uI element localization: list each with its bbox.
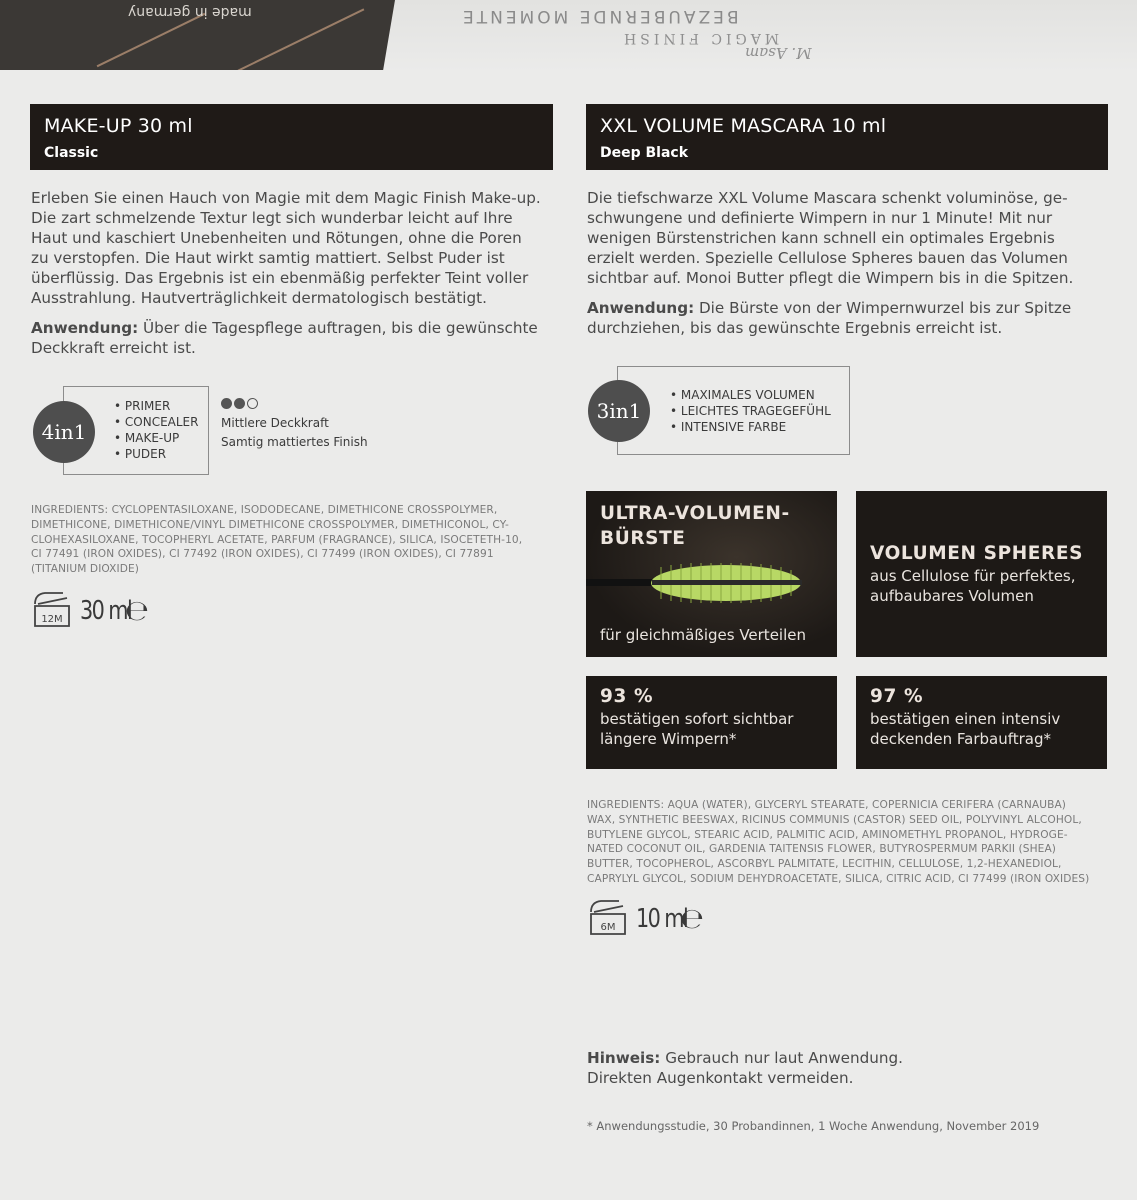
gold-line xyxy=(97,13,206,67)
safety-note: Hinweis: Gebrauch nur laut Anwendung. Direkten Augenkontakt vermeiden. xyxy=(587,1049,903,1087)
tagline: BEZAUBERNDE MOMENTE xyxy=(460,6,739,26)
badge-4in1: 4in1 xyxy=(33,401,95,463)
makeup-title: MAKE-UP 30 ml xyxy=(44,115,193,137)
coverage-dot-empty xyxy=(247,398,258,409)
mascara-shade: Deep Black xyxy=(600,145,689,161)
spheres-text: aus Cellulose für perfektes, aufbaubares Volumen xyxy=(870,567,1076,605)
svg-text:12M: 12M xyxy=(41,614,63,625)
mascara-header xyxy=(586,104,1108,170)
estimated-sign-icon: ℮ xyxy=(125,594,149,627)
badge-3in1: 3in1 xyxy=(588,380,650,442)
mascara-title: XXL VOLUME MASCARA 10 ml xyxy=(600,115,887,137)
usage-label: Anwendung: xyxy=(31,319,139,337)
mascara-features: • MAXIMALES VOLUMEN • LEICHTES TRAGEGEFÜHL • INTENSIVE FARBE xyxy=(670,388,831,434)
usage-label: Anwendung: xyxy=(587,299,695,317)
spheres-title: VOLUMEN SPHERES xyxy=(870,543,1084,564)
brush-title: ULTRA-VOLUMEN- BÜRSTE xyxy=(600,503,790,549)
stat-97-value: 97 % xyxy=(870,686,924,707)
mascara-usage: Anwendung: Die Bürste von der Wimpernwurzel bis zur Spitze durchziehen, bis das gewünschte Ergebnis erreicht ist. xyxy=(587,299,1072,337)
pao-jar-icon xyxy=(587,898,629,942)
makeup-header xyxy=(30,104,553,170)
mascara-brush-icon xyxy=(586,553,837,613)
coverage-dot-filled xyxy=(234,398,245,409)
stat-97-text: bestätigen einen intensiv deckenden Farbauftrag* xyxy=(870,710,1061,748)
makeup-features: • PRIMER • CONCEALER • MAKE-UP • PUDER xyxy=(114,399,199,461)
made-in-label: made in germany xyxy=(128,4,252,20)
tile-stat-97 xyxy=(856,676,1107,769)
mascara-volume: 10 ml xyxy=(636,904,688,934)
makeup-description: Erleben Sie einen Hauch von Magie mit dem Magic Finish Make-up. Die zart schmelzende Textur legt sich wunderbar leicht auf Ihre Haut und kaschiert Unebenheiten und Rötungen, ohne die Poren zu verstopfen. Die Haut wirkt samtig mattiert. Selbst Puder ist überflüssig. Das Ergebnis ist ein ebenmäßig perfekter Teint voller Ausstrahlung. Hautverträglichkeit dermatologisch bestätigt. xyxy=(31,189,541,307)
top-flap xyxy=(0,0,1137,72)
estimated-sign-icon: ℮ xyxy=(680,902,704,935)
gold-line xyxy=(238,8,365,71)
tile-stat-93 xyxy=(586,676,837,769)
tile-ultra-volume-brush xyxy=(586,491,837,657)
makeup-volume: 30 ml xyxy=(80,596,132,626)
makeup-shade: Classic xyxy=(44,145,99,161)
mascara-description: Die tiefschwarze XXL Volume Mascara schenkt voluminöse, ge- schwungene und definierte Wimpern in nur 1 Minute! Mit nur wenigen Bürstenstrichen kann schnell ein optimales Ergebnis erzielt werden. Spezielle Cellulose Spheres bauen das Volumen sichtbar auf. Monoi Butter pflegt die Wimpern bis in die Spitzen. xyxy=(587,189,1074,287)
coverage-info: Mittlere Deckkraft Samtig mattiertes Finish xyxy=(221,416,368,449)
pao-jar-icon xyxy=(31,590,73,634)
stat-93-value: 93 % xyxy=(600,686,654,707)
brush-caption: für gleichmäßiges Verteilen xyxy=(600,626,806,644)
mascara-ingredients: INGREDIENTS: AQUA (WATER), GLYCERYL STEARATE, COPERNICIA CERIFERA (CARNAUBA) WAX, SYNTHETIC BEESWAX, RICINUS COMMUNIS (CASTOR) SEED OIL, POLYVINYL ALCOHOL, BUTYLENE GLYCOL, STEARIC ACID, PALMITIC ACID, AMINOMETHYL PROPANOL, HYDROGE- NATED COCONUT OIL, GARDENIA TAITENSIS FLOWER, BUTYROSPERMUM PARKII (SHEA) BUTTER, TOCOPHEROL, ASCORBYL PALMITATE, LECITHIN, CELLULOSE, 1,2-HEXANEDIOL, CAPRYLYL GLYCOL, SODIUM DEHYDROACETATE, SILICA, CITRIC ACID, CI 77499 (IRON OXIDES) xyxy=(587,799,1090,885)
makeup-ingredients: INGREDIENTS: CYCLOPENTASILOXANE, ISODODECANE, DIMETHICONE CROSSPOLYMER, DIMETHICONE, DIMETHICONE/VINYL DIMETHICONE CROSSPOLYMER, DIMETHICONOL, CY- CLOHEXASILOXANE, TOCOPHERYL ACETATE, PARFUM (FRAGRANCE), SILICA, ISOCETETH-10, CI 77491 (IRON OXIDES), CI 77492 (IRON OXIDES), CI 77499 (IRON OXIDES), CI 77891 (TITANIUM DIOXIDE) xyxy=(31,504,523,576)
makeup-usage: Anwendung: Über die Tagespflege auftragen, bis die gewünschte Deckkraft erreicht ist. xyxy=(31,319,538,357)
product-line: MAGIC FINISH xyxy=(620,30,780,46)
tile-volume-spheres xyxy=(856,491,1107,657)
coverage-dot-filled xyxy=(221,398,232,409)
study-footnote: * Anwendungsstudie, 30 Probandinnen, 1 Woche Anwendung, November 2019 xyxy=(587,1119,1040,1133)
coverage-dots xyxy=(221,394,260,413)
stat-93-text: bestätigen sofort sichtbar längere Wimpern* xyxy=(600,710,794,748)
svg-text:6M: 6M xyxy=(600,922,616,933)
note-label: Hinweis: xyxy=(587,1049,661,1067)
brand-signature: M. Asam xyxy=(745,44,812,62)
